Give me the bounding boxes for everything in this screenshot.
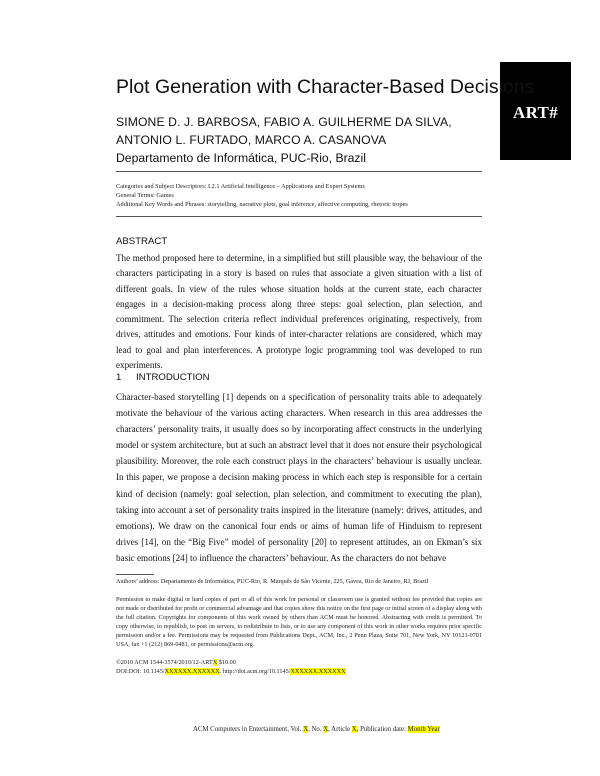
abstract-text: The method proposed here to determine, in a simplified but still plausible way, the behaviour of the characters participating in a story is based on rules that associate a given situation with a list of different goals. In view of the rules whose situation holds at the current state, each character engages in a decision-making process along three steps: goal selection, plan selection, and commitment. The selection criteria reflect individual preferences originating, respectively, from drives, attitudes and emotions. Four kinds of inter-character relations are considered, which may lead to goal and plan interferences. A prototype logic programming tool was developed to run experiments. — [116, 253, 482, 370]
copyright-line: ©2010 ACM 1544-3574/2010/12-ARTX $10.00 — [116, 659, 236, 666]
section-title: INTRODUCTION — [136, 372, 210, 383]
subject-descriptors: Categories and Subject Descriptors: I.2.1 Artificial Intelligence – Applications and Expert Systems — [116, 183, 365, 190]
authors-line-2: ANTONIO L. FURTADO, MARCO A. CASANOVA — [116, 133, 387, 147]
header-divider-bottom — [116, 216, 482, 217]
paper-title: Plot Generation with Character-Based Decisions — [116, 76, 535, 98]
section-heading-introduction — [116, 372, 210, 383]
authors-address: Authors’ address: Departamento de Informática, PUC-Rio, R. Marquês de São Vicente, 225, Gávea, Rio de Janeiro, RJ, Brazil — [116, 578, 429, 585]
authors-line-1: SIMONE D. J. BARBOSA, FABIO A. GUILHERME DA SILVA, — [116, 115, 452, 129]
footnote-divider — [116, 574, 154, 575]
keywords: Additional Key Words and Phrases: storytelling, narrative plots, goal inference, affective computing, rhetoric tropes — [116, 201, 408, 208]
badge-label: ART# — [513, 103, 558, 122]
permission-notice: Permission to make digital or hard copies of part or all of this work for personal or classroom use is granted without fee provided that copies are not made or distributed for profit or commercial advantage and that copies show this notice on the first page or initial screen of a display along with the full citation. Copyrights for components of this work owned by others than ACM must be honored. Abstracting with credit is permitted. To copy otherwise, to republish, to post on servers, to redistribute to lists, or to use any component of this work in other works requires prior specific permission and/or a fee. Permissions may be requested from Publications Dept., ACM, Inc., 2 Penn Plaza, Suite 701, New York, NY 10121-0701 USA, fax +1 (212) 869-0481, or permissions@acm.org. — [116, 596, 482, 648]
journal-footer: ACM Computers in Entertainment, Vol. X, No. X, Article X, Publication date: Month Year — [193, 726, 440, 733]
header-divider-top — [116, 171, 482, 172]
placeholder-highlight: Month Year — [407, 726, 440, 733]
general-terms: General Terms: Games — [116, 192, 174, 199]
introduction-text: Character-based storytelling [1] depends on a specification of personality traits able to adequately motivate the behaviour of the various acting characters. When research in this area addresses the characters’ personality traits, it usually does so by incorporating affect constructs in the underlying model or system architecture, but at such an abstract level that it does not ensure their psychological plausibility. Moreover, the role each construct plays in the characters’ behaviour is usually unclear. In this paper, we propose a decision making process in which each step is responsible for a certain kind of decision (namely: goal selection, plan selection, and commitment to executing the plan), taking into account a set of personality traits inspired in the literature (namely: drives, attitudes, and emotions). We draw on the canonical four ends or aims of human life of Hinduism to represent drives [14], on the “Big Five” model of personality [20] to represent attitudes, an on Ekman’s six basic emotions [24] to influence the characters’ behaviour. As the characters do not behave — [116, 392, 482, 563]
placeholder-highlight: X — [351, 726, 357, 733]
affiliation: Departamento de Informática, PUC-Rio, Brazil — [116, 151, 366, 165]
section-number: 1 — [116, 372, 122, 383]
placeholder-highlight: X — [212, 659, 218, 666]
placeholder-highlight: X — [323, 726, 329, 733]
abstract-heading: ABSTRACT — [116, 236, 168, 247]
placeholder-highlight: XXXXXX.XXXXXX — [290, 668, 346, 675]
placeholder-highlight: X — [303, 726, 309, 733]
placeholder-highlight: XXXXXX.XXXXXX — [164, 668, 220, 675]
doi-line: DOI:DOI: 10.1145/XXXXXX.XXXXXX. http://doi.acm.org/10.1145/XXXXXX.XXXXXX — [116, 668, 346, 675]
